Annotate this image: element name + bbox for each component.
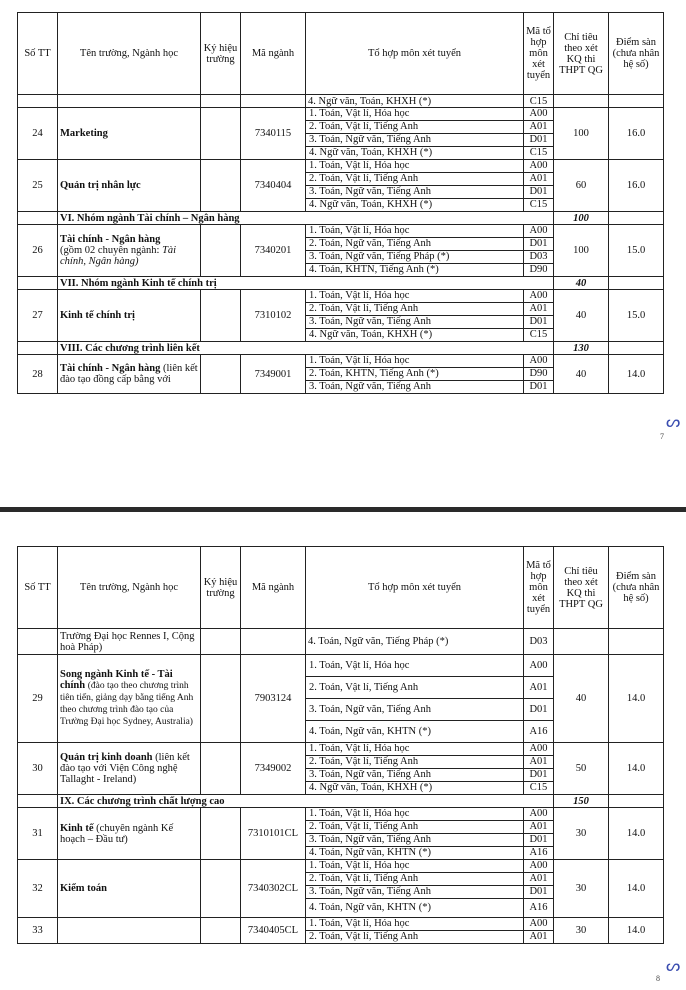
ma-to-hop-item: D01 bbox=[524, 834, 553, 847]
to-hop-item: 2. Toán, Vật lí, Tiếng Anh bbox=[306, 677, 523, 699]
ma-to-hop-list bbox=[524, 160, 554, 212]
diem-san-cell: 14.0 bbox=[609, 860, 664, 918]
table-row bbox=[18, 108, 664, 160]
stt-cell: 31 bbox=[18, 808, 58, 860]
header-ma-to-hop: Mã tổ hợp môn xét tuyển bbox=[524, 13, 554, 95]
table-row bbox=[18, 160, 664, 212]
ma-to-hop-item: A01 bbox=[524, 677, 553, 699]
to-hop-list bbox=[306, 225, 524, 277]
chi-tieu-cell: 30 bbox=[554, 860, 609, 918]
to-hop-item: 2. Toán, KHTN, Tiếng Anh (*) bbox=[306, 368, 523, 381]
ma-to-hop-item: A01 bbox=[524, 121, 553, 134]
to-hop-item: 1. Toán, Vật lí, Hóa học bbox=[306, 743, 523, 756]
to-hop-item: 2. Toán, Vật lí, Tiếng Anh bbox=[306, 873, 523, 886]
nganh-cell bbox=[58, 655, 201, 743]
admission-table-page-8 bbox=[17, 546, 664, 944]
ma-to-hop-item: A00 bbox=[524, 808, 553, 821]
nganh-name: Tài chính - Ngân hàng bbox=[60, 363, 161, 374]
group-total: 130 bbox=[554, 342, 609, 355]
to-hop-item: 4. Toán, Ngữ văn, KHTN (*) bbox=[309, 726, 431, 737]
ma-nganh-cell: 7340404 bbox=[241, 160, 306, 212]
to-hop-item: 3. Toán, Ngữ văn, Tiếng Anh bbox=[306, 316, 523, 329]
to-hop-item: 4. Ngữ văn, Toán, KHXH (*) bbox=[309, 329, 433, 340]
to-hop-list bbox=[306, 918, 524, 944]
diem-san-cell: 16.0 bbox=[609, 160, 664, 212]
chi-tieu-cell: 40 bbox=[554, 655, 609, 743]
group-row bbox=[18, 342, 664, 355]
ma-to-hop-item: C15 bbox=[529, 782, 548, 793]
to-hop-cell: 4. Toán, Ngữ văn, Tiếng Pháp (*) bbox=[306, 629, 524, 655]
stt-cell: 29 bbox=[18, 655, 58, 743]
table-row bbox=[18, 629, 664, 655]
to-hop-item: 1. Toán, Vật lí, Hóa học bbox=[306, 160, 523, 173]
ma-to-hop-item: A01 bbox=[524, 821, 553, 834]
ma-to-hop-item: A00 bbox=[524, 355, 553, 368]
to-hop-list bbox=[306, 355, 524, 394]
to-hop-item: 1. Toán, Vật lí, Hóa học bbox=[306, 860, 523, 873]
table-row bbox=[18, 918, 664, 944]
to-hop-item: 1. Toán, Vật lí, Hóa học bbox=[306, 225, 523, 238]
table-row bbox=[18, 808, 664, 860]
ma-nganh-cell: 7903124 bbox=[241, 655, 306, 743]
to-hop-item: 4. Toán, KHTN, Tiếng Anh (*) bbox=[309, 264, 439, 275]
table-row bbox=[18, 743, 664, 795]
nganh-name: Kinh tế bbox=[60, 822, 94, 834]
ma-to-hop-item: C15 bbox=[529, 199, 548, 210]
table-row bbox=[18, 355, 664, 394]
header-kyhieu: Ký hiệu trường bbox=[201, 13, 241, 95]
ma-to-hop-list bbox=[524, 655, 554, 743]
diem-san-cell: 14.0 bbox=[609, 355, 664, 394]
header-ma-to-hop: Mã tổ hợp môn xét tuyển bbox=[524, 547, 554, 629]
header-kyhieu: Ký hiệu trường bbox=[201, 547, 241, 629]
to-hop-item: 4. Ngữ văn, Toán, KHXH (*) bbox=[309, 199, 433, 210]
nganh-note: (liên kết đào tạo với Viện Công nghệ Tallaght - Ireland) bbox=[60, 752, 190, 785]
to-hop-list bbox=[306, 290, 524, 342]
to-hop-cell: 4. Ngữ văn, Toán, KHXH (*) bbox=[306, 95, 524, 108]
header-chi-tieu: Chỉ tiêu theo xét KQ thi THPT QG bbox=[554, 13, 609, 95]
stt-cell: 26 bbox=[18, 225, 58, 277]
chi-tieu-cell: 40 bbox=[554, 355, 609, 394]
group-title: IX. Các chương trình chất lượng cao bbox=[58, 795, 554, 808]
diem-san-cell: 14.0 bbox=[609, 655, 664, 743]
to-hop-list bbox=[306, 743, 524, 795]
ma-to-hop-list bbox=[524, 808, 554, 860]
table-header-row bbox=[18, 547, 664, 629]
document-page-8 bbox=[0, 512, 686, 990]
ma-to-hop-item: D03 bbox=[524, 251, 553, 264]
chi-tieu-cell: 40 bbox=[554, 290, 609, 342]
stt-cell: 28 bbox=[18, 355, 58, 394]
page-number: 8 bbox=[656, 974, 660, 983]
to-hop-item: 3. Toán, Ngữ văn, Tiếng Anh bbox=[306, 769, 523, 782]
stt-cell: 24 bbox=[18, 108, 58, 160]
ma-to-hop-cell: C15 bbox=[524, 95, 554, 108]
ma-nganh-cell: 7340115 bbox=[241, 108, 306, 160]
ma-nganh-cell: 7349001 bbox=[241, 355, 306, 394]
to-hop-list bbox=[306, 808, 524, 860]
ma-to-hop-item: D01 bbox=[524, 186, 553, 199]
header-chi-tieu: Chỉ tiêu theo xét KQ thi THPT QG bbox=[554, 547, 609, 629]
diem-san-cell: 15.0 bbox=[609, 225, 664, 277]
ma-to-hop-item: C15 bbox=[529, 147, 548, 158]
nganh-name: Song ngành Kinh tế - Tài chính bbox=[60, 669, 173, 691]
table-row bbox=[18, 655, 664, 743]
stt-cell: 30 bbox=[18, 743, 58, 795]
header-to-hop: Tổ hợp môn xét tuyển bbox=[306, 13, 524, 95]
to-hop-item: 4. Ngữ văn, Toán, KHXH (*) bbox=[309, 782, 433, 793]
ma-to-hop-item: A00 bbox=[524, 160, 553, 173]
ma-to-hop-item: A00 bbox=[524, 290, 553, 303]
to-hop-item: 3. Toán, Ngữ văn, Tiếng Pháp (*) bbox=[306, 251, 523, 264]
nganh-cell: Kiểm toán bbox=[58, 860, 201, 918]
to-hop-item: 3. Toán, Ngữ văn, Tiếng Anh bbox=[306, 134, 523, 147]
ma-to-hop-item: A01 bbox=[524, 173, 553, 186]
ma-to-hop-list bbox=[524, 108, 554, 160]
ma-to-hop-cell: D03 bbox=[524, 629, 554, 655]
ma-to-hop-item: D01 bbox=[529, 381, 548, 392]
chi-tieu-cell: 30 bbox=[554, 808, 609, 860]
ma-to-hop-item: A01 bbox=[529, 931, 548, 942]
ma-to-hop-item: A00 bbox=[524, 918, 553, 931]
to-hop-item: 1. Toán, Vật lí, Hóa học bbox=[306, 918, 523, 931]
ma-to-hop-item: A01 bbox=[524, 873, 553, 886]
table-row bbox=[18, 290, 664, 342]
ma-to-hop-item: D90 bbox=[529, 264, 548, 275]
nganh-cell: Trường Đại học Rennes I, Cộng hoà Pháp) bbox=[58, 629, 201, 655]
ma-to-hop-item: A01 bbox=[524, 303, 553, 316]
table-row bbox=[18, 860, 664, 918]
ma-nganh-cell: 7310101CL bbox=[241, 808, 306, 860]
ma-to-hop-list bbox=[524, 860, 554, 918]
ma-nganh-cell: 7310102 bbox=[241, 290, 306, 342]
to-hop-item: 3. Toán, Ngữ văn, Tiếng Anh bbox=[306, 886, 523, 899]
chi-tieu-cell: 30 bbox=[554, 918, 609, 944]
nganh-name: Tài chính - Ngân hàng bbox=[60, 234, 161, 245]
ma-to-hop-item: C15 bbox=[529, 329, 548, 340]
ma-nganh-cell: 7340201 bbox=[241, 225, 306, 277]
stt-cell: 33 bbox=[18, 918, 58, 944]
nganh-note-italic: Tài chính, Ngân hàng) bbox=[60, 245, 177, 267]
admission-table-page-7 bbox=[17, 12, 664, 394]
stt-cell: 27 bbox=[18, 290, 58, 342]
nganh-note: (đào tạo theo chương trình tiên tiến, giảng dạy bằng tiếng Anh theo chương trình đào tạo của Trường Đại học Sydney, Australia) bbox=[60, 681, 194, 727]
group-row bbox=[18, 212, 664, 225]
to-hop-list bbox=[306, 655, 524, 743]
nganh-cell: Quản trị nhân lực bbox=[58, 160, 201, 212]
table-row bbox=[18, 95, 664, 108]
diem-san-cell: 14.0 bbox=[609, 918, 664, 944]
to-hop-item: 3. Toán, Ngữ văn, Tiếng Anh bbox=[306, 699, 523, 721]
header-ma-nganh: Mã ngành bbox=[241, 13, 306, 95]
to-hop-item: 3. Toán, Ngữ văn, Tiếng Anh bbox=[309, 381, 432, 392]
to-hop-item: 1. Toán, Vật lí, Hóa học bbox=[306, 290, 523, 303]
group-row bbox=[18, 795, 664, 808]
ma-to-hop-list bbox=[524, 225, 554, 277]
nganh-cell: Marketing bbox=[58, 108, 201, 160]
to-hop-list bbox=[306, 160, 524, 212]
nganh-cell bbox=[58, 743, 201, 795]
chi-tieu-cell: 60 bbox=[554, 160, 609, 212]
to-hop-list bbox=[306, 860, 524, 918]
ma-to-hop-item: D01 bbox=[524, 238, 553, 251]
header-ten: Tên trường, Ngành học bbox=[58, 13, 201, 95]
to-hop-item: 2. Toán, Vật lí, Tiếng Anh bbox=[306, 173, 523, 186]
page-gap bbox=[0, 460, 686, 512]
handwritten-initial: ᔕ bbox=[666, 956, 681, 975]
to-hop-item: 1. Toán, Vật lí, Hóa học bbox=[306, 355, 523, 368]
ma-to-hop-item: A16 bbox=[529, 726, 548, 737]
header-stt: Số TT bbox=[18, 547, 58, 629]
chi-tieu-cell: 100 bbox=[554, 108, 609, 160]
to-hop-item: 1. Toán, Vật lí, Hóa học bbox=[306, 655, 523, 677]
group-total: 100 bbox=[554, 212, 609, 225]
ma-to-hop-item: A00 bbox=[524, 225, 553, 238]
to-hop-item: 3. Toán, Ngữ văn, Tiếng Anh bbox=[306, 834, 523, 847]
chi-tieu-cell: 100 bbox=[554, 225, 609, 277]
ma-to-hop-list bbox=[524, 290, 554, 342]
ma-to-hop-list bbox=[524, 743, 554, 795]
to-hop-item: 4. Toán, Ngữ văn, KHTN (*) bbox=[309, 847, 431, 858]
group-title: VI. Nhóm ngành Tài chính – Ngân hàng bbox=[58, 212, 554, 225]
to-hop-item: 2. Toán, Vật lí, Tiếng Anh bbox=[306, 756, 523, 769]
ma-to-hop-item: A00 bbox=[524, 655, 553, 677]
header-to-hop: Tổ hợp môn xét tuyển bbox=[306, 547, 524, 629]
nganh-cell bbox=[58, 225, 201, 277]
ma-nganh-cell: 7340302CL bbox=[241, 860, 306, 918]
to-hop-item: 4. Toán, Ngữ văn, KHTN (*) bbox=[309, 902, 431, 913]
group-title: VIII. Các chương trình liên kết bbox=[58, 342, 554, 355]
nganh-note: (gồm 02 chuyên ngành: bbox=[60, 245, 160, 256]
handwritten-initial: ᔕ bbox=[666, 412, 681, 431]
ma-to-hop-item: A00 bbox=[524, 860, 553, 873]
stt-cell: 25 bbox=[18, 160, 58, 212]
nganh-cell bbox=[58, 355, 201, 394]
nganh-note: (chuyên ngành Kế hoạch – Đầu tư) bbox=[60, 822, 174, 845]
to-hop-list bbox=[306, 108, 524, 160]
diem-san-cell: 14.0 bbox=[609, 808, 664, 860]
group-total: 150 bbox=[554, 795, 609, 808]
group-title: VII. Nhóm ngành Kinh tế chính trị bbox=[58, 277, 554, 290]
diem-san-cell: 15.0 bbox=[609, 290, 664, 342]
ma-to-hop-item: D01 bbox=[524, 134, 553, 147]
document-page-7 bbox=[0, 0, 686, 460]
header-diem-san: Điểm sàn (chưa nhân hệ số) bbox=[609, 13, 664, 95]
ma-nganh-cell: 7349002 bbox=[241, 743, 306, 795]
group-total: 40 bbox=[554, 277, 609, 290]
table-row bbox=[18, 225, 664, 277]
table-header-row bbox=[18, 13, 664, 95]
to-hop-item: 2. Toán, Vật lí, Tiếng Anh bbox=[306, 303, 523, 316]
to-hop-item: 2. Toán, Vật lí, Tiếng Anh bbox=[309, 931, 419, 942]
ma-to-hop-item: D01 bbox=[524, 699, 553, 721]
chi-tieu-cell: 50 bbox=[554, 743, 609, 795]
ma-to-hop-item: A00 bbox=[524, 743, 553, 756]
ma-to-hop-item: D90 bbox=[524, 368, 553, 381]
to-hop-item: 3. Toán, Ngữ văn, Tiếng Anh bbox=[306, 186, 523, 199]
header-diem-san: Điểm sàn (chưa nhân hệ số) bbox=[609, 547, 664, 629]
ma-to-hop-list bbox=[524, 918, 554, 944]
ma-to-hop-item: A01 bbox=[524, 756, 553, 769]
stt-cell: 32 bbox=[18, 860, 58, 918]
to-hop-item: 2. Toán, Vật lí, Tiếng Anh bbox=[306, 121, 523, 134]
ma-to-hop-item: D01 bbox=[524, 769, 553, 782]
ma-to-hop-item: A16 bbox=[529, 847, 548, 858]
ma-to-hop-item: A00 bbox=[524, 108, 553, 121]
ma-to-hop-item: A16 bbox=[529, 902, 548, 913]
to-hop-item: 1. Toán, Vật lí, Hóa học bbox=[306, 108, 523, 121]
to-hop-item: 4. Ngữ văn, Toán, KHXH (*) bbox=[309, 147, 433, 158]
to-hop-item: 1. Toán, Vật lí, Hóa học bbox=[306, 808, 523, 821]
ma-to-hop-item: D01 bbox=[524, 316, 553, 329]
nganh-cell: Kinh tế chính trị bbox=[58, 290, 201, 342]
ma-to-hop-item: D01 bbox=[524, 886, 553, 899]
header-ma-nganh: Mã ngành bbox=[241, 547, 306, 629]
ma-nganh-cell: 7340405CL bbox=[241, 918, 306, 944]
nganh-cell bbox=[58, 808, 201, 860]
header-ten: Tên trường, Ngành học bbox=[58, 547, 201, 629]
to-hop-item: 2. Toán, Vật lí, Tiếng Anh bbox=[306, 821, 523, 834]
diem-san-cell: 16.0 bbox=[609, 108, 664, 160]
header-stt: Số TT bbox=[18, 13, 58, 95]
diem-san-cell: 14.0 bbox=[609, 743, 664, 795]
ma-to-hop-list bbox=[524, 355, 554, 394]
page-number: 7 bbox=[660, 432, 664, 441]
group-row bbox=[18, 277, 664, 290]
to-hop-item: 2. Toán, Ngữ văn, Tiếng Anh bbox=[306, 238, 523, 251]
nganh-note: (liên kết đào tạo đồng cấp bằng với bbox=[60, 363, 198, 385]
nganh-name: Quản trị kinh doanh bbox=[60, 752, 153, 763]
